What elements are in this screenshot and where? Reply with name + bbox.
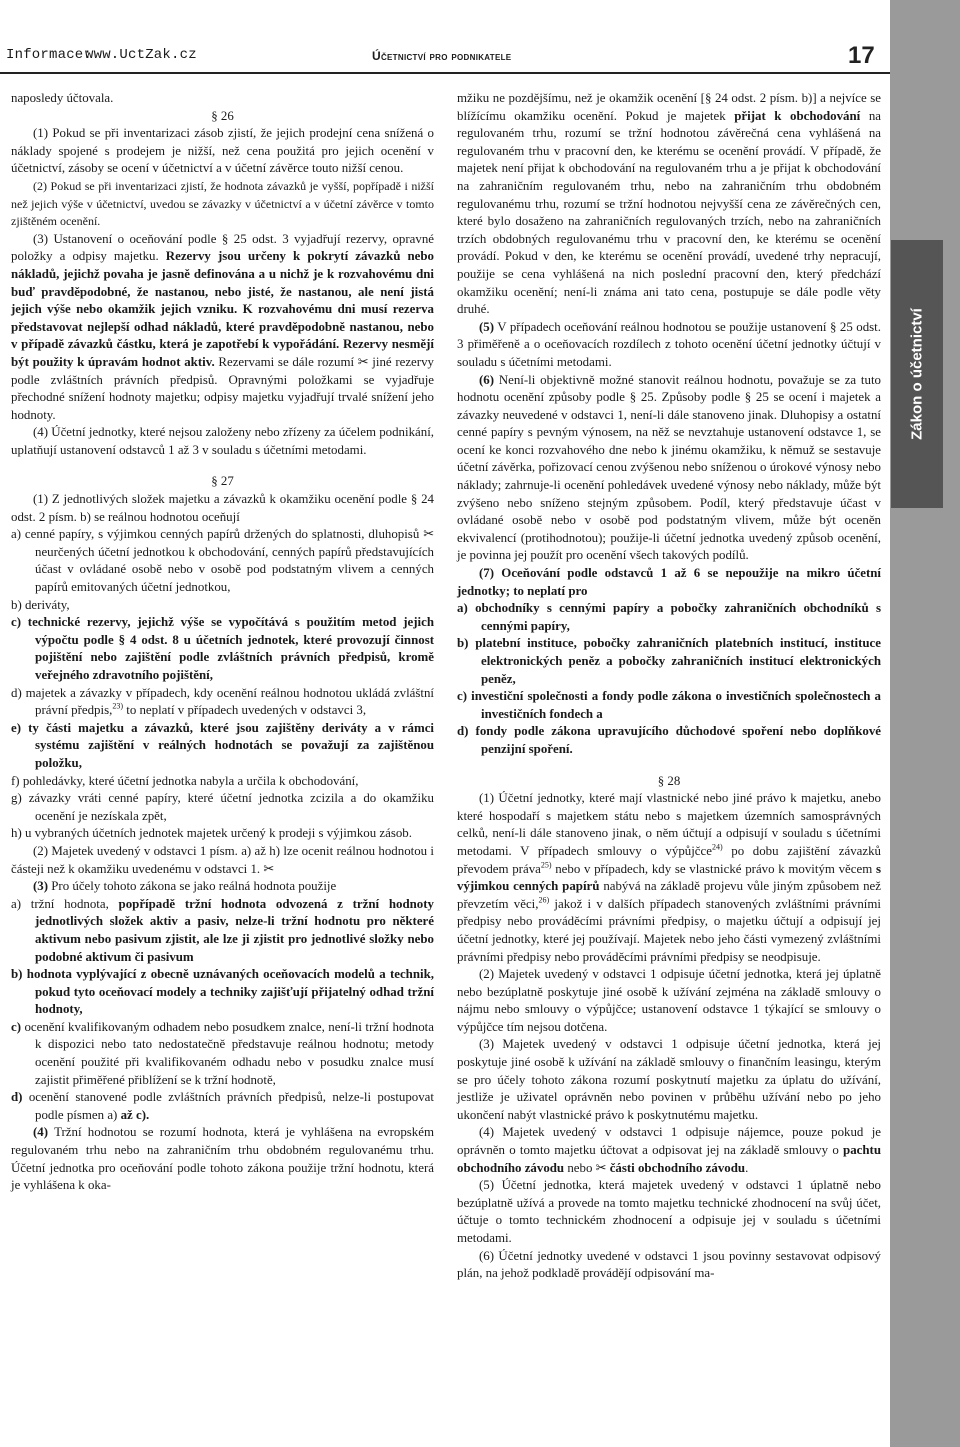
paragraph-28-1: (1) Účetní jednotky, které mají vlastnické nebo jiné právo k majetku, anebo které hospodaří s majetkem státu nebo s majetkem územních samosprávných celků, není-li dále stanoveno jinak, o něm účtují a odpisují v souladu s účetními metodami. V případech smlouvy o výpůjčce$^{24)}$ po dobu zajištění závazků převodem práva$^{25)}$ nebo v případech, kdy se vlastnické právo k movitým věcem s výjimkou cenných papírů nabývá na základě projevu vůle jiným způsobem než převzetím věci,$^{26)}$ jakož i v dalších případech stanovených zvláštními právními předpisy nebo prováděcími právními předpisy, o majetku účtují a odpisují jej účetní jednotky, které jej používají. Majetek nebo jeho části vymezený zvláštními právními předpisy nebo prováděcími právními předpisy se neodpisuje.: [457, 791, 881, 964]
paragraph-26-2: (2) Pokud se při inventarizaci zjistí, že hodnota závazků je vyšší, popřípadě i nižší než jejich výše v účetnictví, uvedou se závazky v účetnictví a v účetní závěrce v tomto zjištěném ocenění.: [11, 178, 434, 229]
paragraph-26-4: (4) Účetní jednotky, které nejsou založeny nebo zřízeny za účelem podnikání, uplatňují ustanovení odstavců 1 až 3 v souladu s účetními metodami.: [11, 425, 434, 457]
list-item: a) tržní hodnota, popřípadě tržní hodnota odvozená z tržní hodnoty jednotlivých složek aktiv a pasiv, nelze-li tržní hodnotu pro některé aktivum nebo pasivum zjistit, ale lze ji zjistit pro jednotlivé složky nebo podobné aktivum či pasivum: [11, 896, 434, 964]
scissors-icon: ✂: [263, 861, 275, 876]
header-label: Informace:: [6, 47, 93, 63]
paragraph-27-1: (1) Z jednotlivých složek majetku a závazků k okamžiku ocenění podle § 24 odst. 2 písm. b) se reálnou hodnotou oceňují: [11, 492, 434, 524]
journal-title: Účetnictví pro podnikatele: [372, 49, 512, 63]
paragraph: mžiku ne pozdějšímu, než je okamžik ocenění [§ 24 odst. 2 písm. b)] a nejvíce se blížícímu okamžiku ocenění. Pokud je majetek přijat k obchodování na regulovaném trhu, rozumí se tržní hodnotou závěrečná cena vyhlášená na regulovaném trhu v pracovní den, ke kterému se ocenění provádí. V případě, že majetek není přijat k obchodování na regulovaném trhu a je přijat k obchodování na zahraničním regulovaném trhu, nebo na zahraničním trhu obdobném regulovanému trhu, rozumí se tržní hodnotou nejvyšší cena ze závěrečných cen, které bylo dosaženo na zahraničních regulovaných trzích, nebo na zahraničních trzích obdobných regulovanému trhu v pracovní den, ke kterému se ocenění provádí. Pokud v den, ke kterému se ocenění provádí, uvedené trhy nepracují, použije se cena vyhlášená na nich poslední pracovní den, který předchází okamžiku ocenění; není-li známa ani tato cena, postupuje se dále podle věty druhé.: [457, 91, 881, 317]
list-item: b) deriváty,: [11, 597, 70, 612]
list-item: d) fondy podle zákona upravujícího důchodové spoření nebo doplňkové penzijní spoření.: [457, 724, 881, 756]
paragraph-26-1: (1) Pokud se při inventarizaci zásob zjistí, že jejich prodejní cena snížená o náklady spojené s prodejem je nižší, než cena použitá pro jejich ocenění v účetnictví, zásoby se ocení v účetnictví a v účetní závěrce touto nižší cenou.: [11, 126, 434, 176]
left-column: [11, 90, 434, 1195]
right-column: [457, 90, 881, 1283]
list-item: c) technické rezervy, jejichž výše se vypočítává s použitím metod jejich výpočtu podle § 4 odst. 8 u účetních jednotek, které provozují činnost pojištění nebo zajištění podle zvláštních právních předpisů, kromě veřejného zdravotního pojištění,: [11, 615, 434, 682]
paragraph-27-6: (6) Není-li objektivně možné stanovit reálnou hodnotu, považuje se za tuto hodnotu ocenění způsoby podle § 25. Způsoby podle § 25 se ocení i majetek a závazky neuvedené v odstavci 1, není-li dále stanoveno jinak. Dluhopisy a ostatní cenné papíry s pevným výnosem, na něž se nevztahuje ustanovení odstavce 1, se ocení ke konci rozvahového dne nebo k jinému okamžiku, k němuž se sestavuje účetní závěrka, pořizovací cenou zvýšenou nebo sníženou o úrokové výnosy nebo náklady; zahrnuje-li ocenění pohledávek uvedené výnosy nebo náklady, může být zvýšeno nebo sníženo stejným způsobem. Podíl, který představuje účast v ovládané osobě nebo v osobě pod podstatným vlivem, může být oceněn ekvivalencí (protihodnotou); použije-li účetní jednotka uvedený způsob ocenění, je povinna jej použít pro ocenění všech takových podílů.: [457, 372, 881, 563]
list-item: e) ty části majetku a závazků, které jsou zajištěny deriváty a v rámci systému zajištění v reálných hodnotách se považují za zajištěnou položku,: [11, 720, 434, 770]
page-number: 17: [848, 42, 875, 69]
list-item: a) obchodníky s cennými papíry a pobočky zahraničních obchodníků s cennými papíry,: [457, 601, 881, 633]
section-tab-label: Zákon o účetnictví: [908, 308, 926, 440]
section-heading-26: § 26: [211, 108, 234, 123]
list-item: c) ocenění kvalifikovaným odhadem nebo posudkem znalce, není-li tržní hodnota k dispozici nebo tato nedostatečně představuje reálnou hodnotu; metody ocenění použité při kvalifikovaném odhadu nebo v posudku znalce musí zajistit přiměřené přiblížení se k tržní hodnotě,: [11, 1019, 434, 1087]
list-item: g) závazky vráti cenné papíry, které účetní jednotka zcizila a do okamžiku ocenění je nezískala zpět,: [11, 791, 434, 823]
paragraph: naposledy účtovala.: [11, 91, 114, 105]
header-rule: [0, 72, 890, 74]
paragraph-28-2: (2) Majetek uvedený v odstavci 1 odpisuje účetní jednotka, která jej úplatně nebo bezúplatně poskytuje jiné osobě k užívání zejména na základě smlouvy o nájmu nebo smlouvy o výpůjčce; ustanovení odstavce 1 týkající se smlouvy o výpůjčce tím nejsou dotčena.: [457, 967, 881, 1034]
scissors-icon: ✂: [595, 1160, 607, 1175]
list-item: b) hodnota vyplývající z obecně uznávaných oceňovacích modelů a technik, pokud tyto oceňovací modely a techniky zajišťují přijatelný odhad tržní hodnoty,: [11, 967, 434, 1017]
paragraph-28-6: (6) Účetní jednotky uvedené v odstavci 1 jsou povinny sestavovat odpisový plán, na jehož podkladě provádějí odpisování ma-: [457, 1248, 881, 1281]
section-heading-28: § 28: [657, 773, 681, 788]
list-item: b) platební instituce, pobočky zahraničních platebních institucí, instituce elektronických peněz a pobočky zahraničních institucí elektronických peněz,: [457, 636, 881, 686]
list-item: d) ocenění stanovené podle zvláštních právních předpisů, nelze-li postupovat podle písmen a) až c).: [11, 1090, 434, 1122]
list-item: f) pohledávky, které účetní jednotka nabyla a určila k obchodování,: [11, 773, 359, 788]
paragraph-27-7: (7) Oceňování podle odstavců 1 až 6 se nepoužije na mikro účetní jednotky; to neplatí pro: [457, 566, 881, 598]
list-item: h) u vybraných účetních jednotek majetek určený k prodeji s výjimkou zásob.: [11, 826, 412, 841]
header-site-link[interactable]: www.UctZak.cz: [85, 47, 197, 63]
paragraph-26-3: (3) Ustanovení o oceňování podle § 25 odst. 3 vyjadřují rezervy, opravné položky a odpisy majetku. Rezervy jsou určeny k pokrytí závazků nebo nákladů, jejichž povaha je jasně definována a u nichž je k rozvahovému dni buď pravděpodobné, že nastanou, nebo jisté, že nastanou, ale není jistá jejich výše nebo okamžik jejich vzniku. K rozvahovému dni musí rezerva představovat nejlepší odhad nákladů, které pravděpodobně nastanou, nebo v případě závazků částku, která je zapotřebí k vypořádání. Rezervy nesmějí být použity k úpravám hodnot aktiv. Rezervami se dále rozumí ✂ jiné rezervy podle zvláštních právních předpisů. Opravnými položkami se vyjadřuje přechodné snížení hodnoty majetku; odpisy majetku vyjadřují trvalé snížení jeho hodnoty.: [11, 231, 434, 422]
section-heading-27: § 27: [211, 474, 234, 489]
paragraph-27-3: (3) Pro účely tohoto zákona se jako reálná hodnota použije: [33, 879, 337, 894]
paragraph-28-3: (3) Majetek uvedený v odstavci 1 odpisuje účetní jednotka, která jej poskytuje jiné osobě k užívání na základě smlouvy o finančním leasingu, kterým se pro účely tohoto zákona rozumí poskytnutí majetku za úplatu do užívání, jestliže je uživatel oprávněn nebo povinen v průběhu užívání nebo po jeho ukončení nabýt vlastnické právo k poskytnutému majetku.: [457, 1037, 881, 1122]
paragraph-27-2: (2) Majetek uvedený v odstavci 1 písm. a) až h) lze ocenit reálnou hodnotou i částeji než k okamžiku uvedenému v odstavci 1. ✂: [11, 843, 434, 876]
paragraph-28-5: (5) Účetní jednotka, která majetek uvedený v odstavci 1 úplatně nebo bezúplatně užívá a provede na tomto majetku technické zhodnocení na svůj účet, účtuje o tomto technickém zhodnocení a odpisuje jej v souladu s účetními metodami.: [457, 1178, 881, 1245]
side-margin-bar: [890, 0, 960, 1447]
paragraph-27-5: (5) V případech oceňování reálnou hodnotou se použije ustanovení § 25 odst. 3 přiměřeně a o oceňovacích rozdílech z tohoto ocenění účetní jednotky účtují v souladu s účetními metodami.: [457, 319, 881, 369]
list-item: a) cenné papíry, s výjimkou cenných papírů držených do splatnosti, dluhopisů ✂ neurčených účetní jednotkou k obchodování, cenných papírů představujících účast v ovládané osobě nebo v osobě pod podstatným vlivem a cenných papírů emitovaných účetní jednotkou,: [11, 527, 434, 595]
scissors-icon: ✂: [357, 354, 369, 369]
paragraph-28-4: (4) Majetek uvedený v odstavci 1 odpisuje nájemce, pouze pokud je oprávněn o tomto majetku účtovat a odpisovat jej na základě smlouvy o pachtu obchodního závodu nebo ✂ části obchodního závodu.: [457, 1125, 881, 1175]
scissors-icon: ✂: [423, 527, 434, 542]
page-header: [0, 0, 960, 76]
list-item: d) majetek a závazky v případech, kdy ocenění reálnou hodnotou ukládá zvláštní právní předpis,$^{23)}$ to neplatí v případech uvedených v odstavci 3,: [11, 685, 434, 718]
list-item: c) investiční společnosti a fondy podle zákona o investičních společnostech a investičních fondech a: [457, 689, 881, 721]
paragraph-27-4: (4) Tržní hodnotou se rozumí hodnota, která je vyhlášena na evropském regulovaném trhu nebo na zahraničním trhu obdobném regulovanému trhu. Účetní jednotka pro oceňování podle tohoto zákona použije tržní hodnotu, která je vyhlášena k oka-: [11, 1125, 434, 1193]
amendment-bold: Rezervy jsou určeny k pokrytí závazků nebo nákladů, jejichž povaha je jasně definována a u nichž je k rozvahovému dni buď pravděpodobné, že nastanou, nebo jisté, že nastanou, ale není jistá jejich výše nebo okamžik jejich vzniku. K rozvahovému dni musí rezerva představovat nejlepší odhad nákladů, které pravděpodobně nastanou, nebo v případě závazků částku, která je zapotřebí k vypořádání. Rezervy nesmějí být použity k úpravám hodnot aktiv.: [11, 249, 434, 369]
